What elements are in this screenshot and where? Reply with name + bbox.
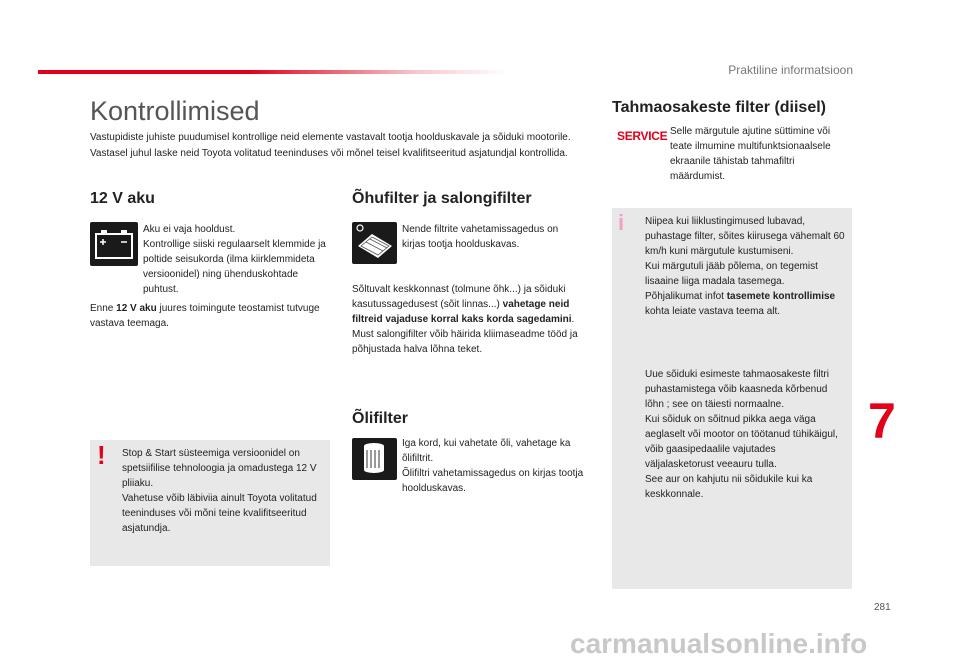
air-filter-heading: Õhufilter ja salongifilter: [352, 190, 532, 207]
dpf-heading: Tahmaosakeste filter (diisel): [612, 99, 826, 116]
air-filter-paragraph: Sõltuvalt keskkonnast (tolmune õhk...) ja sõiduki kasutussagedusest (sõit linnas...) vahetage neid filtreid vajaduse korral kaks korda sagedamini. Must salongifilter võib häirida kliimaseadme tööd ja põhjustada halva lõhna teket.: [352, 284, 578, 355]
dpf-text: Selle märgutule ajutine süttimine või teate ilmumine multifunktsionaalsele ekraanile tähistab tahmafiltri määrdumist.: [670, 126, 831, 182]
oil-filter-icon: [352, 438, 397, 480]
air-filter-text: Nende filtrite vahetamissagedus on kirjas tootja hoolduskavas.: [402, 224, 559, 250]
battery-warning-text: Stop & Start süsteemiga versioonidel on spetsiifilise tehnoloogia ja omadustega 12 V pliiaku. Vahetuse võib läbiviia ainult Toyota volitatud teeninduses või mõni teine kvalifitseeritud asjatundja.: [122, 448, 317, 534]
intro-text: Vastupidiste juhiste puudumisel kontrollige neid elemente vastavalt tootja hoolduskavale ja sõiduki mootorile. Vastasel juhul laske neid Toyota volitatud teeninduses või mõnel teisel kvalifitseeritud asjatundjal kontrollida.: [90, 132, 571, 159]
page-title: Kontrollimised: [90, 96, 260, 126]
oil-filter-text: Iga kord, kui vahetate õli, vahetage ka õlifiltrit. Õlifiltri vahetamissagedus on kirjas tootja hoolduskavas.: [402, 438, 584, 494]
dpf-info-text-2: Uue sõiduki esimeste tahmaosakeste filtri puhastamistega võib kaasneda kõrbenud lõhn ; see on täiesti normaalne. Kui sõiduk on sõitnud pikka aega väga aeglaselt või mootor on töötanud tühikäigul, võib gaasipedaalile vajutades väljalasketorust veeauru tulla. See aur on kahjutu nii sõidukile kui ka keskkonnale.: [645, 369, 838, 500]
service-warning-icon: SERVICE: [617, 129, 668, 143]
battery-heading: 12 V aku: [90, 190, 155, 207]
chapter-number: 7: [868, 393, 896, 449]
warning-icon: !: [97, 440, 106, 470]
battery-icon: [90, 222, 138, 266]
dpf-info-text: Niipea kui liiklustingimused lubavad, puhastage filter, sõites kiirusega vähemalt 60 km/h kuni märgutule kustumiseni. Kui märgutuli jääb põlema, on tegemist lisaaine liiga madala tasemega. Põhjalikumat infot tasemete kontrollimise kohta leiate vastava teema alt.: [645, 216, 845, 317]
battery-text: Aku ei vaja hooldust. Kontrollige siiski regulaarselt klemmide ja poltide seisukorda (ilma kiirklemmideta versioonidel) ning ühenduskohtade puhtust.: [143, 224, 326, 295]
info-icon: i: [618, 210, 625, 235]
oil-filter-heading: Õlifilter: [352, 410, 409, 427]
page-number: 281: [874, 602, 891, 613]
header-accent-bar: [38, 70, 508, 74]
battery-note: Enne 12 V aku juures toimingute teostamist tutvuge vastava teemaga.: [90, 303, 320, 329]
watermark: carmanualsonline.info: [570, 628, 868, 659]
section-title: Praktiline informatsioon: [728, 63, 853, 77]
air-filter-icon: [352, 222, 397, 264]
